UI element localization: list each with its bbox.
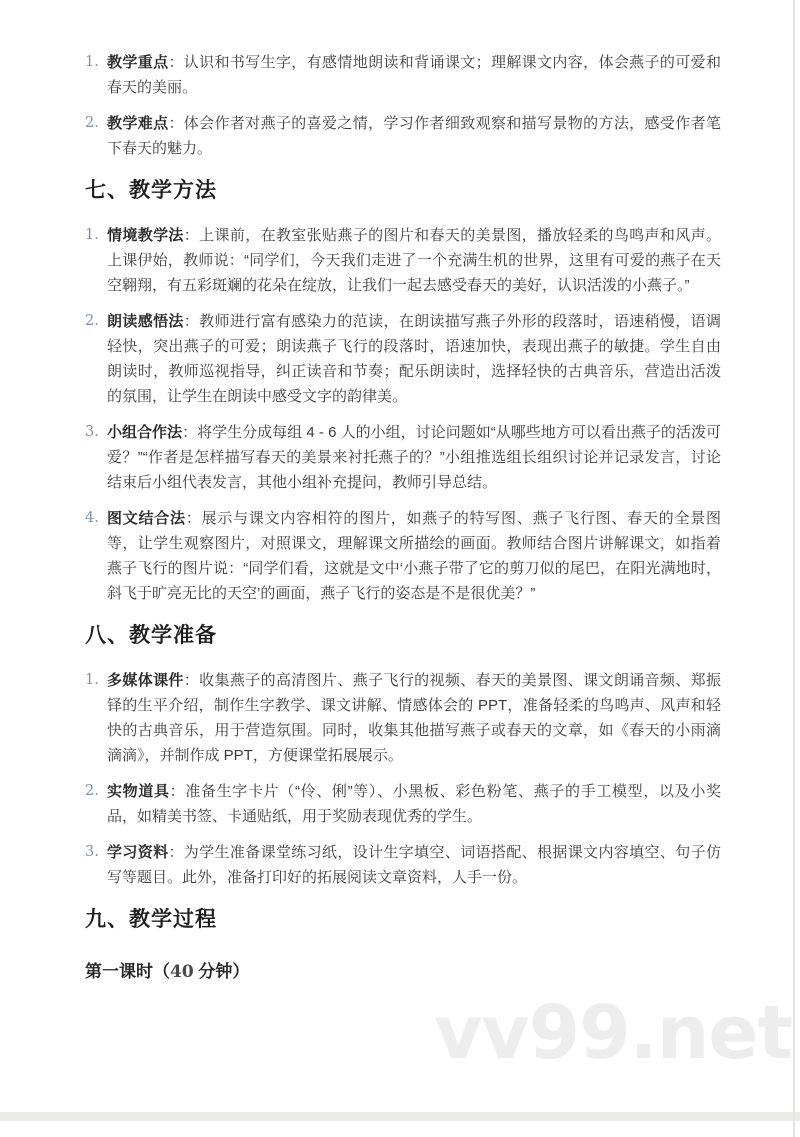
- list-item-prep-3: [85, 840, 721, 890]
- item-text: [107, 111, 721, 161]
- item-number: 3.: [85, 844, 99, 860]
- item-label: 情境教学法: [107, 227, 184, 244]
- item-text: [107, 506, 721, 606]
- item-number: 2.: [85, 783, 99, 799]
- item-text: [107, 420, 721, 495]
- document-body: [85, 50, 721, 984]
- item-body: ：体会作者对燕子的喜爱之情，学习作者细致观察和描写景物的方法，感受作者笔下春天的魅力。: [107, 115, 721, 157]
- item-body: ：教师进行富有感染力的范读，在朗读描写燕子外形的段落时，语速稍慢，语调轻快，突出燕子的可爱；朗读燕子飞行的段落时，语速加快，表现出燕子的敏捷。学生自由朗读时，教师巡视指导，纠正读音和节奏；配乐朗读时，选择轻快的古典音乐，营造出活泼的氛围，让学生在朗读中感受文字的韵律美。: [107, 313, 721, 405]
- item-number: 2.: [85, 115, 99, 131]
- item-body: ：将学生分成每组 4 - 6 人的小组，讨论问题如“从哪些地方可以看出燕子的活泼可爱？”“作者是怎样描写春天的美景来衬托燕子的？”小组推选组长组织讨论并记录发言，讨论结束后小组代表发言，其他小组补充提问，教师引导总结。: [107, 424, 721, 491]
- item-text: [107, 668, 721, 768]
- list-item-method-3: [85, 420, 721, 495]
- item-number: 2.: [85, 313, 99, 329]
- lesson-duration: 40: [170, 962, 194, 982]
- item-body: ：收集燕子的高清图片、燕子飞行的视频、春天的美景图、课文朗诵音频、郑振铎的生平介绍，制作生字教学、课文讲解、情感体会的 PPT，准备轻柔的鸟鸣声、风声和轻快的古典音乐，用于营造氛围。同时，收集其他描写燕子或春天的文章，如《春天的小雨滴滴滴》，并制作成 PPT，方便课堂拓展展示。: [107, 672, 721, 764]
- page-separator: [0, 1112, 800, 1121]
- item-label: 实物道具: [107, 783, 170, 800]
- list-item-method-1: [85, 223, 721, 298]
- item-body: ：展示与课文内容相符的图片，如燕子的特写图、燕子飞行图、春天的全景图等，让学生观察图片，对照课文，理解课文所描绘的画面。教师结合图片讲解课文，如指着燕子飞行的图片说：“同学们看，这就是文中‘小燕子带了它的剪刀似的尾巴，在阳光满地时，斜飞于旷亮无比的天空’的画面，燕子飞行的姿态是不是很优美？”: [107, 510, 721, 602]
- item-number: 1.: [85, 672, 99, 688]
- list-item-focus-1: [85, 50, 721, 100]
- item-number: 1.: [85, 227, 99, 243]
- item-label: 小组合作法: [107, 424, 183, 441]
- list-item-prep-1: [85, 668, 721, 768]
- item-body: ：认识和书写生字，有感情地朗读和背诵课文；理解课文内容，体会燕子的可爱和春天的美丽。: [107, 54, 721, 96]
- lesson-period-heading: [85, 960, 721, 984]
- item-label: 教学难点: [107, 115, 169, 132]
- list-item-focus-2: [85, 111, 721, 161]
- item-number: 4.: [85, 510, 99, 526]
- item-label: 图文结合法: [107, 510, 186, 527]
- lesson-heading-suffix: 分钟）: [193, 962, 250, 981]
- item-text: [107, 223, 721, 298]
- item-number: 3.: [85, 424, 99, 440]
- page-edge-line: [793, 0, 795, 1137]
- item-body: ：上课前，在教室张贴燕子的图片和春天的美景图，播放轻柔的鸟鸣声和风声。上课伊始，教师说：“同学们，今天我们走进了一个充满生机的世界，这里有可爱的燕子在天空翱翔，有五彩斑斓的花朵在绽放，让我们一起去感受春天的美好，认识活泼的小燕子。”: [107, 227, 721, 294]
- item-text: [107, 840, 721, 890]
- item-body: ：准备生字卡片（“伶、俐”等）、小黑板、彩色粉笔、燕子的手工模型，以及小奖品，如精美书签、卡通贴纸，用于奖励表现优秀的学生。: [107, 783, 721, 825]
- section-heading-preparation: 八、教学准备: [85, 624, 217, 647]
- item-label: 教学重点: [107, 54, 169, 71]
- section-heading-process: 九、教学过程: [85, 908, 217, 931]
- list-item-prep-2: [85, 779, 721, 829]
- item-text: [107, 309, 721, 409]
- item-label: 多媒体课件: [107, 672, 184, 689]
- item-label: 学习资料: [107, 844, 169, 861]
- item-number: 1.: [85, 54, 99, 70]
- list-item-method-4: [85, 506, 721, 606]
- item-text: [107, 779, 721, 829]
- item-label: 朗读感悟法: [107, 313, 184, 330]
- item-text: [107, 50, 721, 100]
- list-item-method-2: [85, 309, 721, 409]
- section-heading-methods: 七、教学方法: [85, 179, 217, 202]
- item-body: ：为学生准备课堂练习纸，设计生字填空、词语搭配、根据课文内容填空、句子仿写等题目。此外，准备打印好的拓展阅读文章资料，人手一份。: [107, 844, 721, 886]
- lesson-heading-prefix: 第一课时（: [85, 962, 170, 981]
- watermark: vv99.net: [434, 990, 792, 1076]
